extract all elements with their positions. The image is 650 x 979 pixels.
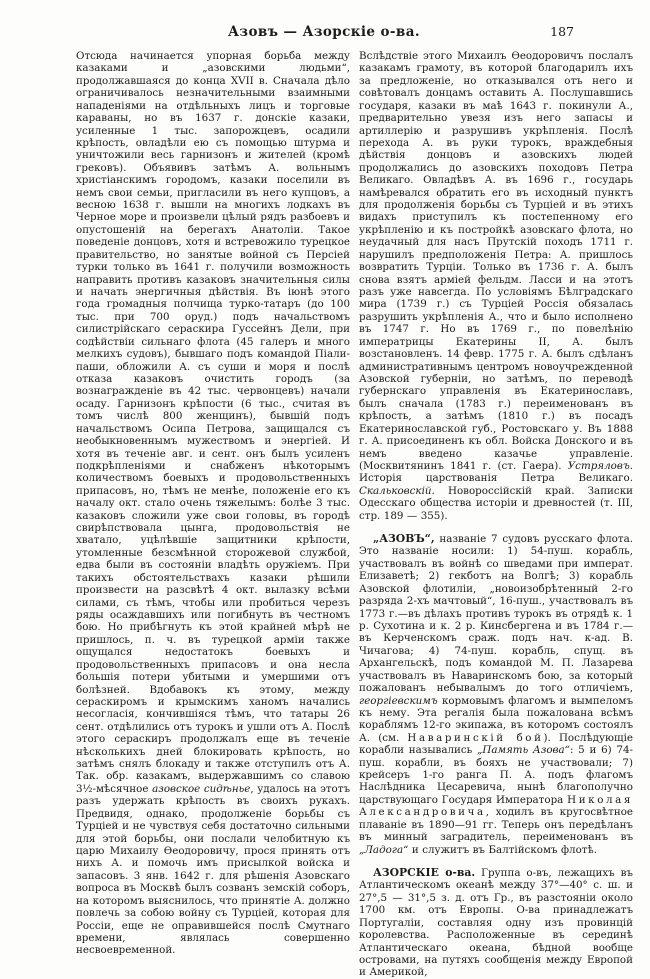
- italic-text-segment: георгіевскимъ: [359, 694, 438, 707]
- text-segment: , удалось на этотъ разъ удержать крѣпость въ своихъ рукахъ. Предвидя, однако, продолженіе борьбы съ Турціей и не чувствуя себя достаточно сильными для этой борьбы, они послали челобитную къ царю Михаилу Ѳеодоровичу, прося принять отъ нихъ А. и помочь имъ присылкой войска и запасовъ. 3 янв. 1642 г. для рѣшенія Азовскаго вопроса въ Москвѣ былъ созванъ земскій соборъ, на которомъ выяснилось, что принятіе А. должно повлечь за собою войну съ Турціей, которая для Россіи, еще не оправившейся послѣ Смутнаго времени, являлась совершенно несвоевременной.: [76, 782, 351, 957]
- italic-text-segment: „Ладога“: [359, 843, 409, 856]
- left-column: [76, 50, 350, 979]
- text-segment: : 5 и 6) 74-пуш. корабли, въ бояхъ не участвовали; 7) крейсеръ 1-го ранга П. А. подъ флагомъ Наслѣдника Цесаревича, нынѣ благополучно царствующаго Государя Императора: [359, 744, 633, 806]
- text-segment: Исторія царствованія Петра Великаго.: [359, 472, 633, 485]
- text-segment: Группа о-въ, лежащихъ въ Атлантическомъ океанѣ между 37°—40° с. ш. и 27°,5 — 31°,5 з. д. отъ Гр., въ разстояніи около 1700 км. отъ Европы. О-ва принадлежатъ Португаліи, составляя одну изъ провинцій королевства. Расположенные въ серединѣ Атлантическаго океана, бѣдной вообще островами, на путяхъ сообщенія между Европой и Америкой,: [359, 867, 633, 979]
- text-segment: Отсюда начинается упорная борьба между казаками и „азовскими людьми“, продолжавшаяся до конца XVII в. Сначала дѣло ограничивалось незначительными взаимными нападеніями на отдѣльныхъ лицъ и торговые караваны, но въ 1637 г. донскіе казаки, усиленные 1 тыс. запорожцевъ, осадили крѣпость, овладѣли ею съ помощью штурма и уничтожили весь гарнизонъ и жителей (кромѣ грековъ). Объявивъ затѣмъ А. вольнымъ христіанскимъ городомъ, казаки поселили въ немъ свои семьи, пригласили въ него купцовъ, а весною 1638 г. вышли на многихъ лодкахъ въ Черное море и произвели цѣлый рядъ разбоевъ и опустошеній на берегахъ Анатоліи. Такое поведеніе донцовъ, хотя и встревожило турецкое правительство, но занятые войной съ Персіей турки только въ 1641 г. получили возможность направить противъ казаковъ значительныя силы и начать энергичныя дѣйствія. Въ іюнѣ этого года громадныя полчища турко-татаръ (до 100 тыс. при 700 оруд.) подъ начальствомъ силистрійскаго сераскира Гуссейнъ Дели, при содѣйствіи сильнаго флота (45 галеръ и много мелкихъ судовъ), бывшаго подъ командой Піали-паши, обложили А. съ суши и моря и послѣ отказа казаковъ очистить городъ (за вознагражденіе въ 42 тыс. червонцевъ) начали осаду. Гарнизонъ крѣпости (6 тыс., считая въ томъ числѣ 800 женщинъ), бывшій подъ начальствомъ Осипа Петрова, защищался съ необыкновеннымъ мужествомъ и энергіей. И хотя въ теченіе авг. и сент. онъ былъ усиленъ подкрѣпленіями и снабженъ нѣкоторымъ количествомъ боевыхъ и продовольственныхъ припасовъ, но, тѣмъ не менѣе, положеніе его къ началу окт. стало очень тяжелымъ: болѣе 3 тыс. казаковъ сложили уже свои головы, въ городѣ свирѣпствовала цынга, продовольствія не хватало, уцѣлѣвшіе защитники крѣпости, утомленные безсмѣнной сторожевой службой, едва были въ состояніи владѣть оружіемъ. При такихъ обстоятельствахъ казаки рѣшили произвести на разсвѣтѣ 4 окт. вылазку всѣми силами, съ тѣмъ, чтобы или пробиться черезъ ряды осаждавшихъ или погибнуть въ честномъ бою. Но прибѣгнуть къ этой крайней мѣрѣ не пришлось, п. ч. въ турецкой арміи также ощущался недостатокъ боевыхъ и продовольственныхъ припасовъ и она несла большія потери убитыми и умершими отъ болѣзней. Вдобавокъ къ этому, между сераскиромъ и крымскимъ ханомъ начались несогласія, кончившіяся тѣмъ, что татары 26 сент. отдѣлились отъ турокъ и ушли отъ А. Послѣ этого сераскиръ продолжалъ еще въ теченіе нѣсколькихъ дней блокировать крѣпость, но затѣмъ снялъ блокаду и также отступилъ отъ А. Так. обр. казакамъ, выдержавшимъ со славою 3½-мѣсячное: [76, 50, 350, 795]
- letterspaced-text-segment: Николая Александровича: [359, 793, 633, 819]
- entry-headword: АЗОРСКІЕ о-ва.: [373, 866, 476, 879]
- text-segment: , ходилъ въ кругосвѣтное плаваніе въ 1890—91 гг. Теперь онъ передѣланъ въ минный заградитель, переименованъ въ: [359, 806, 633, 844]
- paragraph: [76, 50, 350, 957]
- italic-text-segment: Устряловъ.: [567, 459, 633, 472]
- text-segment: Вслѣдствіе этого Михаилъ Ѳеодоровичъ послалъ казакамъ грамоту, въ которой благодарилъ ихъ за предложеніе, но отказывался отъ него и совѣтовалъ донцамъ оставить А. Послушавшись государя, казаки въ маѣ 1643 г. покинули А., предварительно увезя изъ него запасы и артиллерію и разрушивъ укрѣпленія. Послѣ перехода А. въ руки турокъ, враждебныя дѣйствія донцовъ и азовскихъ людей продолжались до азовскихъ походовъ Петра Великаго. Овладѣвъ А. въ 1696 г., государь намѣревался обратить его въ исходный пунктъ для продолженія борьбы съ Турціей и въ этихъ видахъ приступилъ къ постепенному его укрѣпленію и къ постройкѣ азовскаго флота, но неудачный для насъ Прутскій походъ 1711 г. нарушилъ предположенія Петра: А. пришлось возвратить Турціи. Только въ 1736 г. А. былъ снова взятъ арміей фельдм. Ласси и на этотъ разъ уже навсегда. По условіямъ Бѣлградскаго мира (1739 г.) съ Турціей Россія обязалась разрушить укрѣпленія А., что и было исполнено въ 1747 г. Но въ 1769 г., по повелѣнію императрицы Екатерины II, А. былъ возстановленъ. 14 февр. 1775 г. А. былъ сдѣланъ административнымъ центромъ новоучрежденной Азовской губерніи, но затѣмъ, по переводѣ губернскаго управленія въ Екатеринославъ, былъ сначала (1783 г.) переименованъ въ крѣпость, а затѣмъ (1810 г.) въ посадъ Екатеринославской губ., Ростовскаго у. Въ 1888 г. А. присоединенъ къ обл. Войска Донского и въ немъ введено казачье управленіе. (Москвитянинъ 1841 г. (ст. Гаера).: [359, 50, 633, 472]
- entry-paragraph: [359, 867, 633, 979]
- text-segment: кормовымъ флагомъ и вымпеломъ къ нему. Эта регалія была пожалована всѣмъ кораблямъ 12-го экипажа, въ которомъ состоялъ А. (см.: [359, 694, 633, 744]
- right-column: [359, 50, 633, 979]
- text-segment: Новороссійскій край. Записки Одесскаго общества исторіи и древностей (т. III, стр. 189 — 355).: [359, 484, 633, 522]
- italic-text-segment: азовское сидѣнье: [152, 782, 251, 795]
- page-number: 187: [550, 24, 574, 39]
- running-title: Азовъ — Азорскіе о-ва.: [228, 24, 420, 40]
- text-segment: и служитъ въ Балтійскомъ флотѣ.: [408, 843, 597, 856]
- text-segment: ). Послѣдующіе корабли назывались: [359, 731, 633, 757]
- text-columns: [76, 50, 632, 979]
- running-head: [76, 24, 632, 46]
- italic-text-segment: „Память Азова“: [477, 744, 570, 757]
- paragraph: [359, 50, 633, 522]
- letterspaced-text-segment: Наваринскій бой: [407, 731, 544, 744]
- italic-text-segment: Скальковскій.: [359, 484, 435, 497]
- entry-paragraph: [359, 533, 633, 856]
- entry-headword: „АЗОВЪ“,: [373, 532, 435, 546]
- text-segment: названіе 7 судовъ русскаго флота. Это названіе носили: 1) 54-пуш. корабль, участвовалъ въ войнѣ со шведами при императ. Елизаветѣ; 2) гекботъ на Волгѣ; 3) корабль Азовской флотиліи, „новоизобрѣтенный 2-го разряда 2-хъ мачтовый“, 16-пуш., участвовалъ въ 1773 г.—въ дѣлахъ противъ турокъ въ отрядѣ к. 1 р. Сухотина и к. 2 р. Кинсбергена и въ 1784 г.—въ Керченскомъ сраж. подъ нач. к-ад. В. Чичагова; 4) 74-пуш. корабль, спущ. въ Архангельскѣ, подъ командой М. П. Лазарева участвовалъ въ Наваринскомъ бою, за который пожалованъ небывалымъ до того отличіемъ,: [359, 533, 633, 695]
